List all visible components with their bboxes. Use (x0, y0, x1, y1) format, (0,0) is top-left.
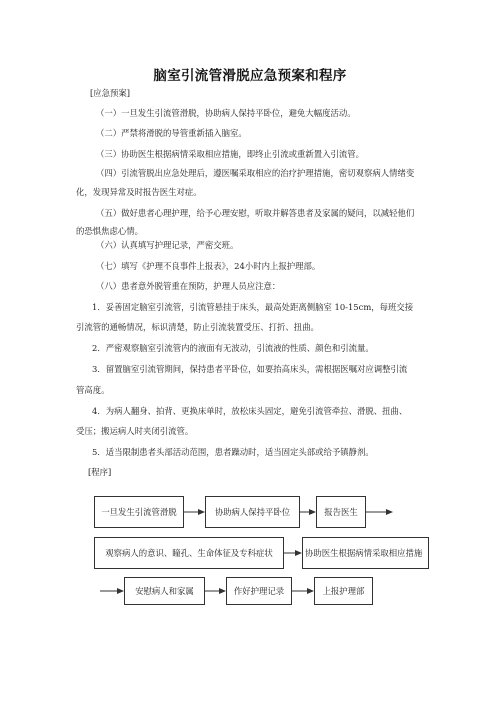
page-title: 脑室引流管滑脱应急预案和程序 (153, 68, 347, 84)
flow-step-label: 协助医生根据病情采取相应措施 (305, 547, 423, 558)
flow-step-label: 安慰病人和家属 (135, 585, 194, 596)
prevention-item-4-line-1: 4．为病人翻身、拍背、更换床单时，放松床头固定，避免引流管牵拉、滑脱、扭曲、 (92, 406, 408, 416)
prevention-item-1-line-1: 1．妥善固定脑室引流管，引流管悬挂于床头，最高处距离侧脑室 10-15cm，每班交接 (92, 302, 414, 312)
flow-step-label: 作好护理记录 (233, 585, 285, 596)
plan-item-7: （七）填写《护理不良事件上报表》，24小时内上报护理部。 (96, 261, 321, 271)
plan-item-1: （一）一旦发生引流管滑脱，协助病人保持平卧位，避免大幅度活动。 (96, 108, 356, 118)
flow-step-label: 观察病人的意识、瞳孔、生命体征及专科症状 (105, 547, 273, 558)
procedure-heading: [程序] (88, 467, 112, 477)
plan-item-2: （二）严禁将滑脱的导管重新插入脑室。 (96, 128, 247, 138)
plan-item-4-line-2: 化，发现异常及时报告医生对症。 (76, 187, 202, 197)
plan-item-6: （六）认真填写护理记录，严密交班。 (96, 240, 239, 250)
plan-item-4-line-1: （四）引流管脱出应急处理后，遵医嘱采取相应的治疗护理措施，密切观察病人情绪变 (96, 168, 415, 178)
prevention-item-2: 2．严密观察脑室引流管内的液面有无波动，引流液的性质、颜色和引流量。 (92, 343, 374, 353)
prevention-item-5: 5．适当限制患者头部活动范围，患者躁动时，适当固定头部或给予镇静剂。 (92, 447, 374, 457)
plan-item-8: （八）患者意外脱管重在预防，护理人员应注意： (96, 281, 281, 291)
flow-step-label: 上报护理部 (322, 585, 365, 596)
emergency-plan-heading: [应急预案] (90, 88, 131, 98)
plan-item-5-line-1: （五）做好患者心理护理，给予心理安慰，听取并解答患者及家属的疑问，以减轻他们 (96, 208, 415, 218)
flow-step-label: 协助病人保持平卧位 (214, 506, 291, 517)
prevention-item-4-line-2: 受压；搬运病人时夹闭引流管。 (76, 426, 194, 436)
plan-item-3: （三）协助医生根据病情采取相应措施，即终止引流或重新置入引流管。 (96, 149, 364, 159)
plan-item-5-line-2: 的恐惧焦虑心情。 (76, 226, 143, 236)
prevention-item-3-line-2: 管高度。 (76, 385, 110, 395)
prevention-item-1-line-2: 引流管的通畅情况，标识清楚，防止引流装置受压、打折、扭曲。 (76, 322, 319, 332)
flow-step-label: 一旦发生引流管滑脱 (101, 506, 177, 517)
flow-step-label: 报告医生 (324, 506, 358, 517)
prevention-item-3-line-1: 3．留置脑室引流管期间，保持患者平卧位，如要抬高床头，需根据医嘱对应调整引流 (92, 364, 408, 374)
